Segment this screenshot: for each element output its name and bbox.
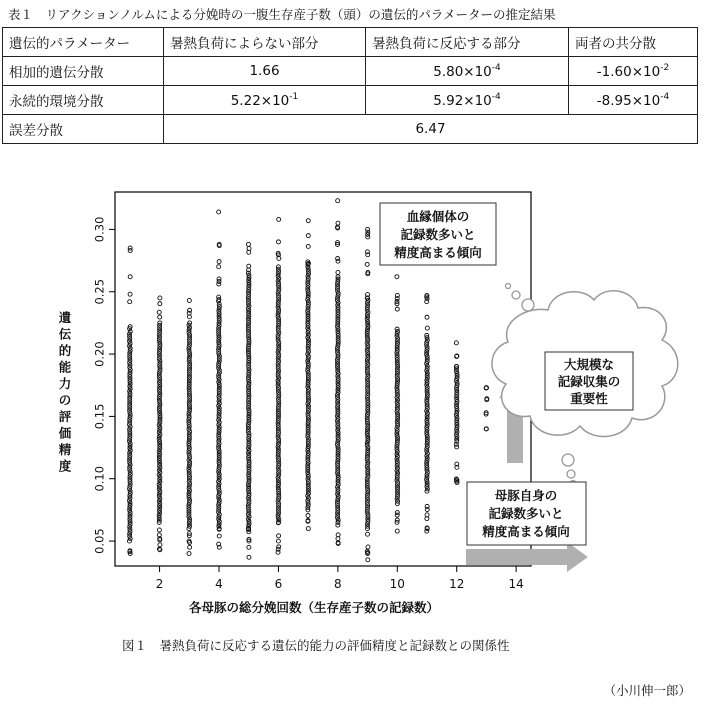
data-point xyxy=(128,249,132,253)
header-cell: 両者の共分散 xyxy=(569,28,698,57)
table-row xyxy=(3,57,698,86)
data-point xyxy=(276,240,280,244)
x-tick-label: 8 xyxy=(334,577,342,591)
data-point xyxy=(247,545,251,549)
x-tick-label: 2 xyxy=(155,577,164,591)
data-point xyxy=(157,528,161,532)
y-axis-label xyxy=(58,310,72,474)
y-axis-label-char: 的 xyxy=(58,343,72,358)
y-axis-label-char: 価 xyxy=(58,425,72,441)
cloud-bubble xyxy=(512,291,520,299)
data-point xyxy=(217,534,221,538)
cell-value: $-1.60\times 10^{-2}$ xyxy=(569,57,698,86)
data-point xyxy=(395,307,399,311)
data-point xyxy=(395,275,399,279)
data-point xyxy=(128,292,132,296)
data-point xyxy=(187,298,191,302)
y-tick-label: 0.05 xyxy=(92,528,107,554)
data-point xyxy=(306,234,310,238)
data-point xyxy=(217,265,221,269)
y-axis-label-char: の xyxy=(58,392,72,408)
data-point xyxy=(366,558,370,562)
data-point xyxy=(277,545,281,549)
data-point xyxy=(246,242,250,246)
data-point xyxy=(336,259,340,263)
data-point xyxy=(158,543,162,547)
data-point xyxy=(395,511,399,515)
cell-value: 6.47 xyxy=(164,115,698,144)
data-point xyxy=(247,264,251,268)
y-axis-label-char: 精 xyxy=(58,442,72,457)
data-point xyxy=(187,552,191,556)
data-point xyxy=(188,545,192,549)
data-point xyxy=(217,282,221,286)
table-header-row xyxy=(3,28,698,57)
y-axis-label-char: 評 xyxy=(58,409,72,424)
data-point xyxy=(276,539,280,543)
data-point xyxy=(128,275,132,279)
y-axis-label-char: 遺 xyxy=(58,310,72,325)
data-point xyxy=(366,532,370,536)
x-tick-label: 6 xyxy=(274,577,283,591)
data-point xyxy=(455,445,459,449)
scatter-chart xyxy=(0,180,705,630)
data-point xyxy=(306,513,310,517)
annotation-text: 精度高まる傾向 xyxy=(394,245,482,260)
data-point xyxy=(336,523,340,527)
annotation-sow xyxy=(467,482,586,545)
data-point xyxy=(425,315,429,319)
data-point xyxy=(454,341,458,345)
data-point xyxy=(395,529,399,533)
parameter-table xyxy=(2,27,698,144)
cell-value: $5.80\times 10^{-4}$ xyxy=(366,57,569,86)
cloud-bubble xyxy=(567,470,575,478)
cloud-text: 重要性 xyxy=(570,391,608,406)
data-point xyxy=(336,270,340,274)
cloud-text: 記録収集の xyxy=(557,374,621,389)
cloud-bubble xyxy=(522,299,534,311)
data-point xyxy=(247,555,251,559)
y-axis-label-char: 伝 xyxy=(58,326,72,342)
data-point xyxy=(366,227,370,231)
y-tick-label: 0.30 xyxy=(92,216,107,243)
data-point xyxy=(366,545,370,549)
annotation-text: 血縁個体の xyxy=(406,209,470,224)
x-tick-label: 10 xyxy=(389,577,405,591)
data-point xyxy=(277,217,281,221)
data-point xyxy=(425,326,429,330)
annotation-text: 母豚自身の xyxy=(494,488,558,503)
data-point xyxy=(336,221,340,225)
data-point xyxy=(217,210,221,214)
data-point xyxy=(217,260,221,264)
cell-value: $5.22\times 10^{-1}$ xyxy=(164,86,366,115)
x-tick-label: 12 xyxy=(449,577,465,591)
right-arrow xyxy=(466,542,588,572)
header-cell: 遺伝的パラメーター xyxy=(3,28,164,57)
data-point xyxy=(306,244,310,248)
table-caption: 表１ リアクションノルムによる分娩時の一腹生存産子数（頭）の遺伝的パラメーターの推定結果 xyxy=(8,7,556,22)
author: （小川伸一郎） xyxy=(603,683,691,698)
annotation-text: 精度高まる傾向 xyxy=(482,524,570,539)
y-axis-label-char: 力 xyxy=(58,376,72,391)
y-axis-label-char: 度 xyxy=(58,458,72,474)
data-point xyxy=(158,296,162,300)
cloud-bubble xyxy=(562,454,574,466)
cell-value: 1.66 xyxy=(164,57,366,86)
data-point xyxy=(365,262,369,266)
y-tick-label: 0.25 xyxy=(92,278,107,305)
data-point xyxy=(277,534,281,538)
data-point xyxy=(157,310,161,314)
x-tick-label: 14 xyxy=(508,577,524,591)
data-point xyxy=(158,315,162,319)
cell-value: $5.92\times 10^{-4}$ xyxy=(366,86,569,115)
row-label: 相加的遺伝分散 xyxy=(3,57,164,86)
y-axis-label-char: 能 xyxy=(58,359,72,375)
data-point xyxy=(128,300,132,304)
data-point xyxy=(336,199,340,203)
annotation-text: 記録数多いと xyxy=(488,506,564,521)
x-tick-label: 4 xyxy=(215,577,223,591)
y-tick-label: 0.20 xyxy=(92,341,107,367)
header-cell: 暑熱負荷によらない部分 xyxy=(164,28,366,57)
y-tick-label: 0.10 xyxy=(92,465,107,492)
table-row xyxy=(3,86,698,115)
annotation-relatives xyxy=(380,203,496,265)
y-tick-label: 0.15 xyxy=(92,403,107,430)
data-point xyxy=(306,527,310,531)
data-point xyxy=(158,302,162,306)
row-label: 誤差分散 xyxy=(3,115,164,144)
annotation-text: 記録数多いと xyxy=(400,227,476,242)
cell-value: $-8.95\times 10^{-4}$ xyxy=(569,86,698,115)
data-point xyxy=(306,219,310,223)
table-row xyxy=(3,115,698,144)
figure-caption: 図１ 暑熱負荷に反応する遺伝的能力の評価精度と記録数との関係性 xyxy=(122,638,510,653)
row-label: 永続的環境分散 xyxy=(3,86,164,115)
cloud-bubble xyxy=(506,284,511,289)
cloud-text: 大規模な xyxy=(563,357,615,372)
header-cell: 暑熱負荷に反応する部分 xyxy=(366,28,569,57)
x-axis-label: 各母豚の総分娩回数（生存産子数の記録数） xyxy=(188,600,440,615)
